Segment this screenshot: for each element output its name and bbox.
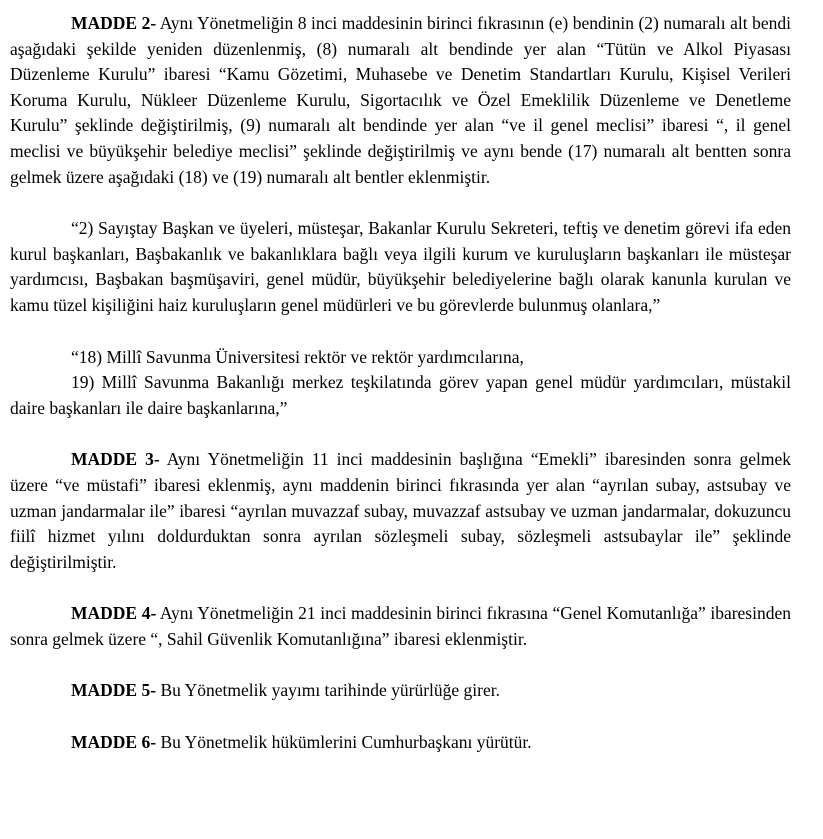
madde-3-heading: MADDE 3- xyxy=(71,449,160,470)
quoted-subclause-18: “18) Millî Savunma Üniversitesi rektör ve rektör yardımcılarına, xyxy=(71,346,524,367)
spacer xyxy=(10,652,791,678)
madde-6-heading: MADDE 6- xyxy=(71,732,157,753)
madde-2-body: Aynı Yönetmeliğin 8 inci maddesinin birinci fıkrasının (e) bendinin (2) numaralı alt bendi aşağıdaki şekilde yeniden düzenlenmiş, (8) numaralı alt bendinde yer alan “Tütün ve Alkol Piyasası Düzenleme Kurulu” ibaresi “Kamu Gözetimi, Muhasebe ve Denetim Standartları Kurulu, Kişisel Verileri Koruma Kurulu, Nükleer Düzenleme Kurulu, Sigortacılık ve Özel Emeklilik Düzenleme ve Denetleme Kurulu” şeklinde değiştirilmiş, (9) numaralı alt bendinde yer alan “ve il genel meclisi” ibaresi “, il genel meclisi ve büyükşehir belediye meclisi” şeklinde değiştirilmiş ve aynı bende (17) numaralı alt bentten sonra gelmek üzere aşağıdaki (18) ve (19) numaralı alt bentler eklenmiştir. xyxy=(10,13,791,187)
quoted-subclause-19: 19) Millî Savunma Bakanlığı merkez teşkilatında görev yapan genel müdür yardımcıları, müstakil daire başkanları ile daire başkanlarına,” xyxy=(10,372,791,418)
spacer xyxy=(10,704,791,730)
spacer xyxy=(10,190,791,216)
document-page xyxy=(10,11,791,756)
madde-6-body: Bu Yönetmelik hükümlerini Cumhurbaşkanı yürütür. xyxy=(156,732,532,753)
madde-4-body: Aynı Yönetmeliğin 21 inci maddesinin birinci fıkrasına “Genel Komutanlığa” ibaresinden sonra gelmek üzere “, Sahil Güvenlik Komutanlığına” ibaresi eklenmiştir. xyxy=(10,603,791,649)
spacer xyxy=(10,319,791,345)
madde-6-paragraph xyxy=(10,730,791,756)
madde-4-paragraph xyxy=(10,601,791,652)
madde-5-body: Bu Yönetmelik yayımı tarihinde yürürlüğe girer. xyxy=(156,680,500,701)
quoted-subclause-2: “2) Sayıştay Başkan ve üyeleri, müsteşar, Bakanlar Kurulu Sekreteri, teftiş ve denetim görevi ifa eden kurul başkanları, Başbakanlık ve bakanlıklara bağlı veya ilgili kurum ve kuruluşların başkanları ile müsteşar yardımcısı, Başbakan başmüşaviri, genel müdür, büyükşehir belediyelerine bağlı olarak kanunla kurulan ve kamu tüzel kişiliğini haiz kuruluşların genel müdürleri ve bu görevlerde bulunmuş olanlara,” xyxy=(10,218,791,315)
madde-3-paragraph xyxy=(10,447,791,575)
madde-4-heading: MADDE 4- xyxy=(71,603,157,624)
madde-2-paragraph xyxy=(10,11,791,190)
madde-3-body: Aynı Yönetmeliğin 11 inci maddesinin başlığına “Emekli” ibaresinden sonra gelmek üzere “ve müstafi” ibaresi eklenmiş, aynı maddenin birinci fıkrasında yer alan “ayrılan subay, astsubay ve uzman jandarmalar ile” ibaresi “ayrılan muvazzaf subay, muvazzaf astsubay ve uzman jandarmalar, dokuzuncu fiilî hizmet yılını doldurduktan sonra ayrılan sözleşmeli subay, sözleşmeli astsubaylar ile” şeklinde değiştirilmiştir. xyxy=(10,449,791,572)
madde-5-paragraph xyxy=(10,678,791,704)
spacer xyxy=(10,421,791,447)
spacer xyxy=(10,575,791,601)
madde-2-heading: MADDE 2- xyxy=(71,13,157,33)
madde-5-heading: MADDE 5- xyxy=(71,680,157,701)
